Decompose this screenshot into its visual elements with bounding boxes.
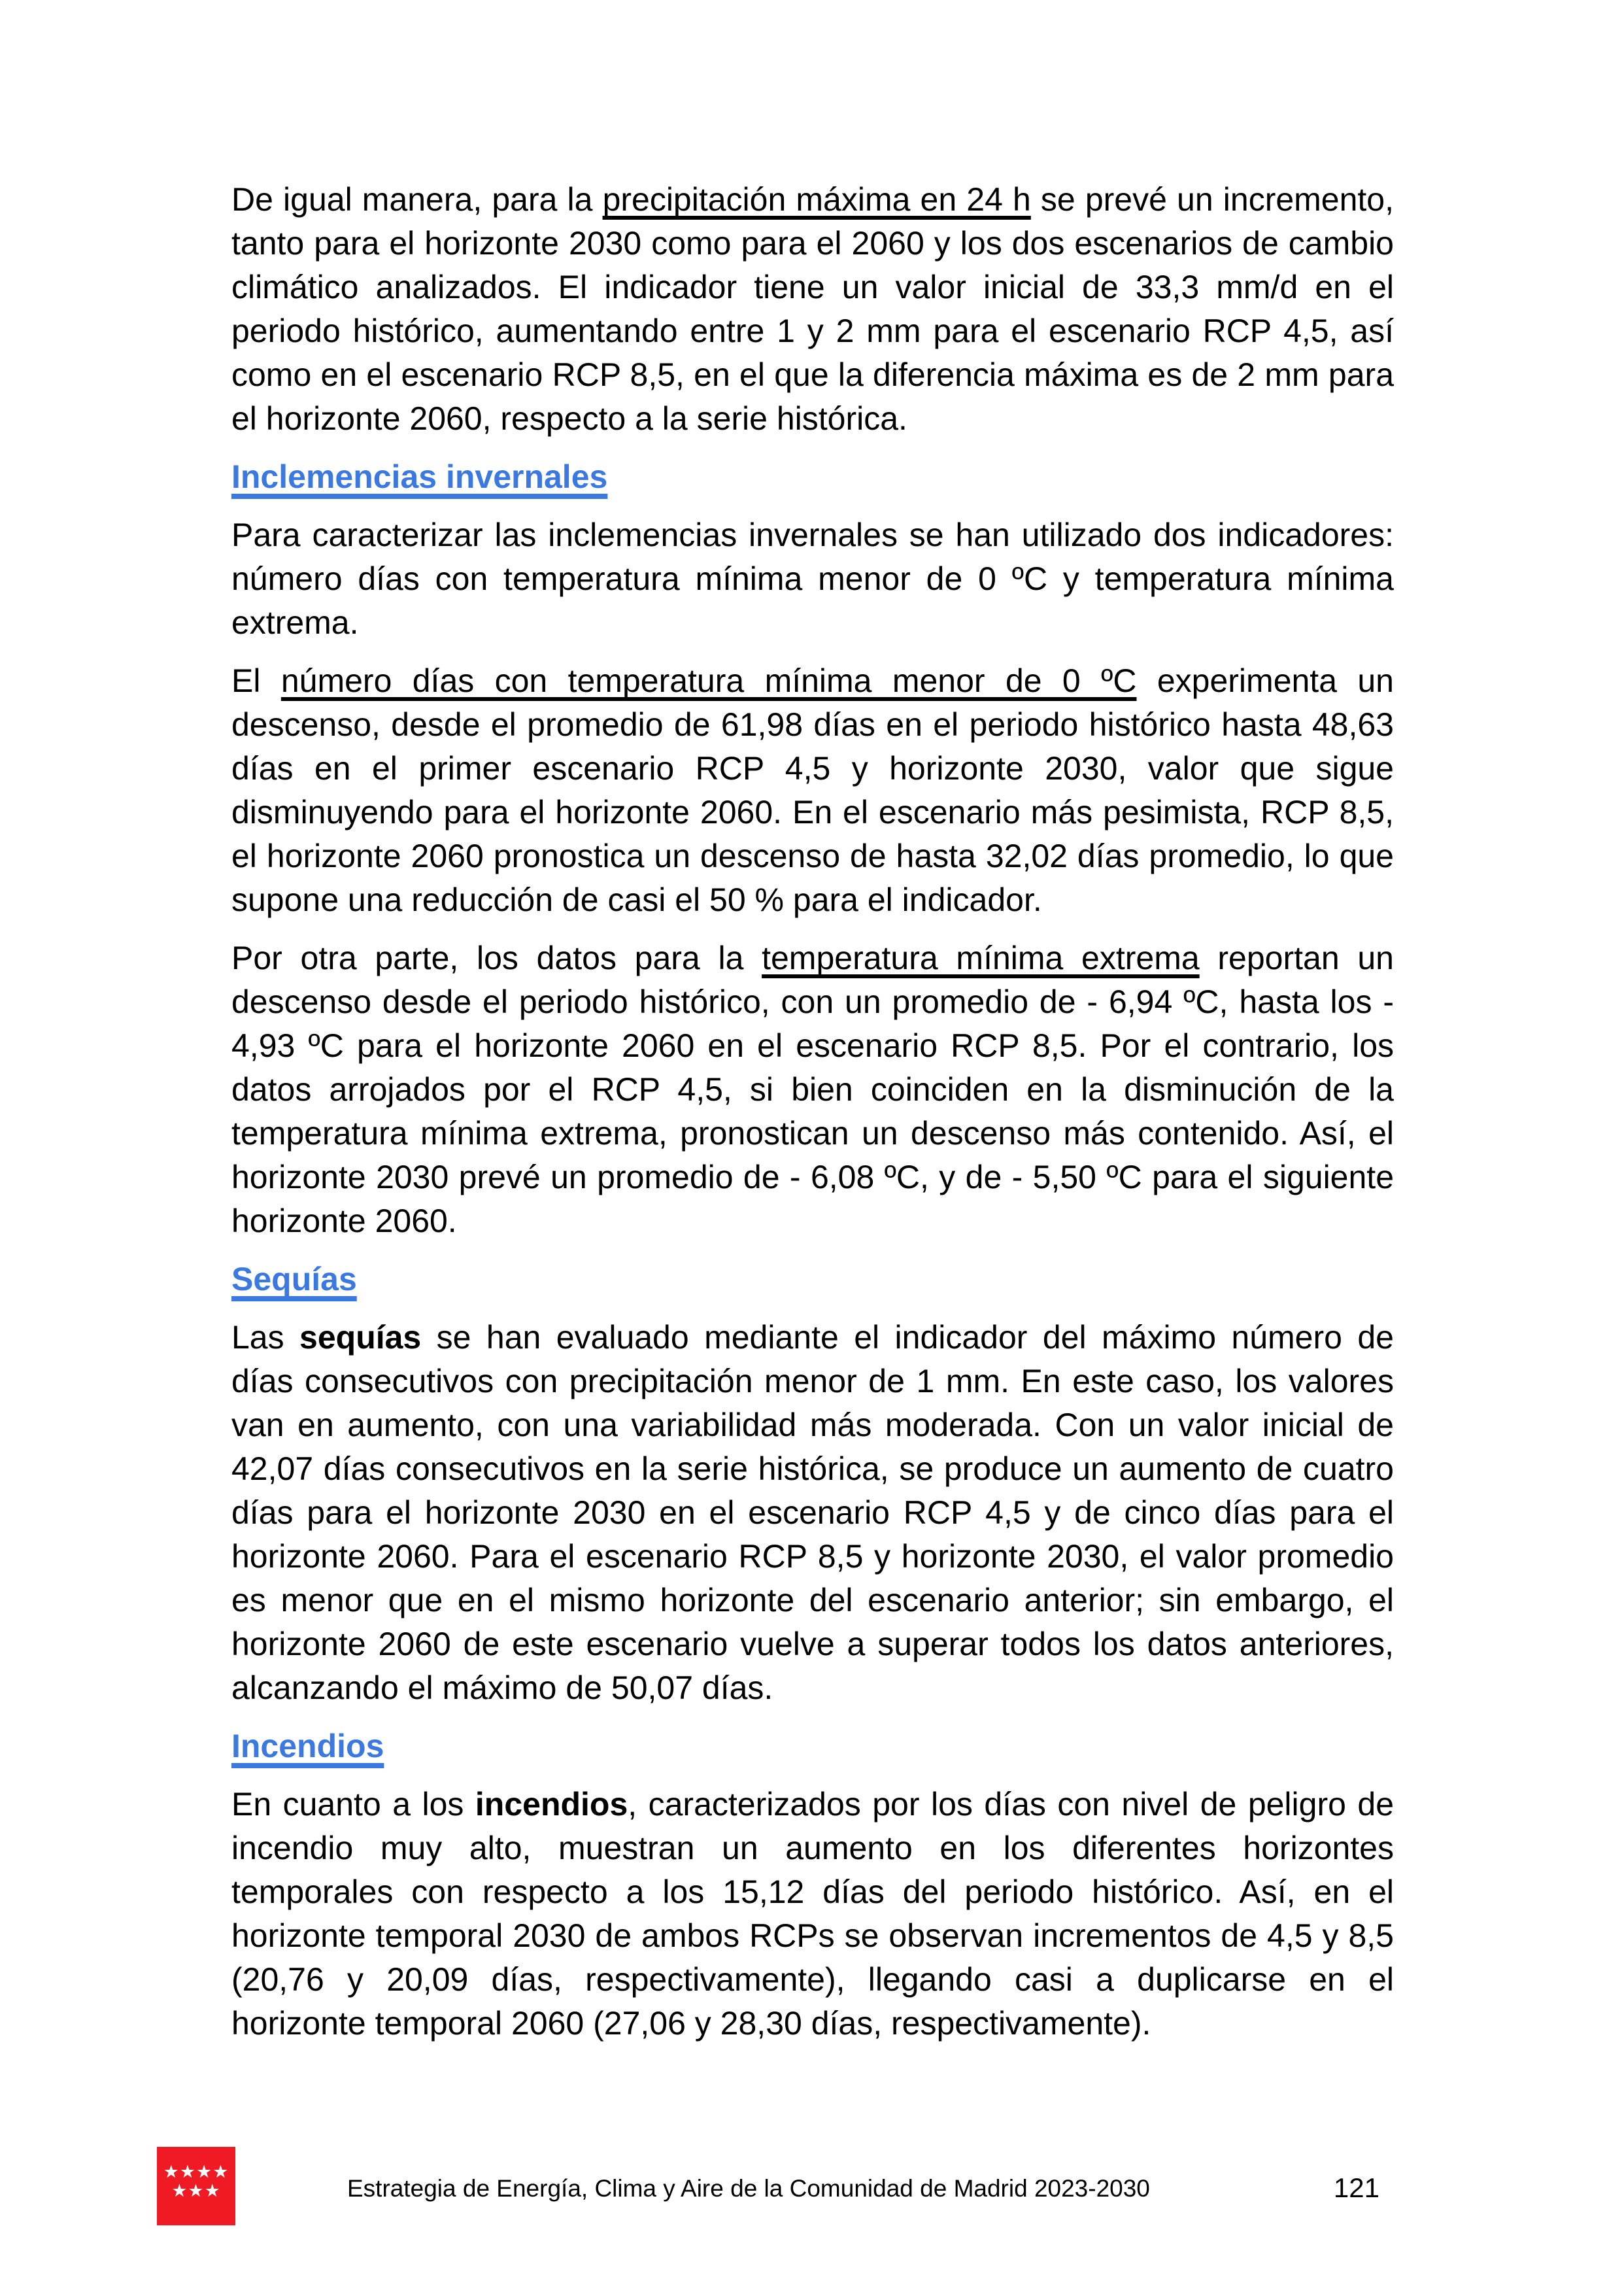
logo-stars-top-row: ★★★★ xyxy=(163,2162,229,2182)
section-heading: Sequías xyxy=(231,1261,357,1297)
page-number: 121 xyxy=(1333,2172,1379,2203)
document-body xyxy=(231,178,1394,2060)
text-run: se han evaluado mediante el indicador del máximo número de días consecutivos con precipitación menor de 1 mm. En este caso, los valores van en aumento, con una variabilidad más moderada. Con un valor inicial de 42,07 días consecutivos en la serie histórica, se produce un aumento de cuatro días para el horizonte 2030 en el escenario RCP 4,5 y de cinco días para el horizonte 2060. Para el escenario RCP 8,5 y horizonte 2030, el valor promedio es menor que en el mismo horizonte del escenario anterior; sin embargo, el horizonte 2060 de este escenario vuelve a superar todos los datos anteriores, alcanzando el máximo de 50,07 días. xyxy=(231,1319,1394,1706)
section-heading: Incendios xyxy=(231,1728,384,1764)
text-run: Por otra parte, los datos para la xyxy=(231,940,762,976)
underlined-phrase: número días con temperatura mínima menor de 0 ºC xyxy=(280,662,1137,699)
bold-phrase: incendios xyxy=(475,1786,628,1823)
bold-phrase: sequías xyxy=(299,1319,422,1356)
text-run: El xyxy=(231,662,281,699)
text-run: Las xyxy=(231,1319,300,1356)
paragraph xyxy=(231,1316,1394,1710)
page-footer xyxy=(0,2147,1624,2225)
underlined-phrase: temperatura mínima extrema xyxy=(762,940,1200,976)
text-run: Para caracterizar las inclemencias invernales se han utilizado dos indicadores: número días con temperatura mínima menor de 0 ºC y temperatura mínima extrema. xyxy=(231,517,1394,641)
paragraph xyxy=(231,513,1394,645)
text-run: reportan un descenso desde el periodo histórico, con un promedio de - 6,94 ºC, hasta los - 4,93 ºC para el horizonte 2060 en el escenario RCP 8,5. Por el contrario, los datos arrojados por el RCP 4,5, si bien coinciden en la disminución de la temperatura mínima extrema, pronostican un descenso más contenido. Así, el horizonte 2030 prevé un promedio de - 6,08 ºC, y de - 5,50 ºC para el siguiente horizonte 2060. xyxy=(231,940,1394,1239)
text-run: En cuanto a los xyxy=(231,1786,475,1823)
logo-stars-bottom-row: ★★★ xyxy=(171,2181,221,2200)
text-run: , caracterizados por los días con nivel de peligro de incendio muy alto, muestran un aumento en los diferentes horizontes temporales con respecto a los 15,12 días del periodo histórico. Así, en el horizonte temporal 2030 de ambos RCPs se observan incrementos de 4,5 y 8,5 (20,76 y 20,09 días, respectivamente), llegando casi a duplicarse en el horizonte temporal 2060 (27,06 y 28,30 días, respectivamente). xyxy=(231,1786,1394,2042)
paragraph xyxy=(231,936,1394,1243)
paragraph xyxy=(231,178,1394,441)
text-run: De igual manera, para la xyxy=(231,181,603,218)
underlined-phrase: precipitación máxima en 24 h xyxy=(602,181,1031,218)
section-heading: Inclemencias invernales xyxy=(231,458,608,495)
comunidad-de-madrid-logo-icon xyxy=(157,2147,235,2225)
footer-document-title: Estrategia de Energía, Clima y Aire de la Comunidad de Madrid 2023-2030 xyxy=(347,2175,1150,2202)
paragraph xyxy=(231,1783,1394,2046)
text-run: experimenta un descenso, desde el promedio de 61,98 días en el periodo histórico hasta 48,63 días en el primer escenario RCP 4,5 y horizonte 2030, valor que sigue disminuyendo para el horizonte 2060. En el escenario más pesimista, RCP 8,5, el horizonte 2060 pronostica un descenso de hasta 32,02 días promedio, lo que supone una reducción de casi el 50 % para el indicador. xyxy=(231,662,1394,918)
text-run: se prevé un incremento, tanto para el horizonte 2030 como para el 2060 y los dos escenarios de cambio climático analizados. El indicador tiene un valor inicial de 33,3 mm/d en el periodo histórico, aumentando entre 1 y 2 mm para el escenario RCP 4,5, así como en el escenario RCP 8,5, en el que la diferencia máxima es de 2 mm para el horizonte 2060, respecto a la serie histórica. xyxy=(231,181,1395,437)
paragraph xyxy=(231,659,1394,922)
